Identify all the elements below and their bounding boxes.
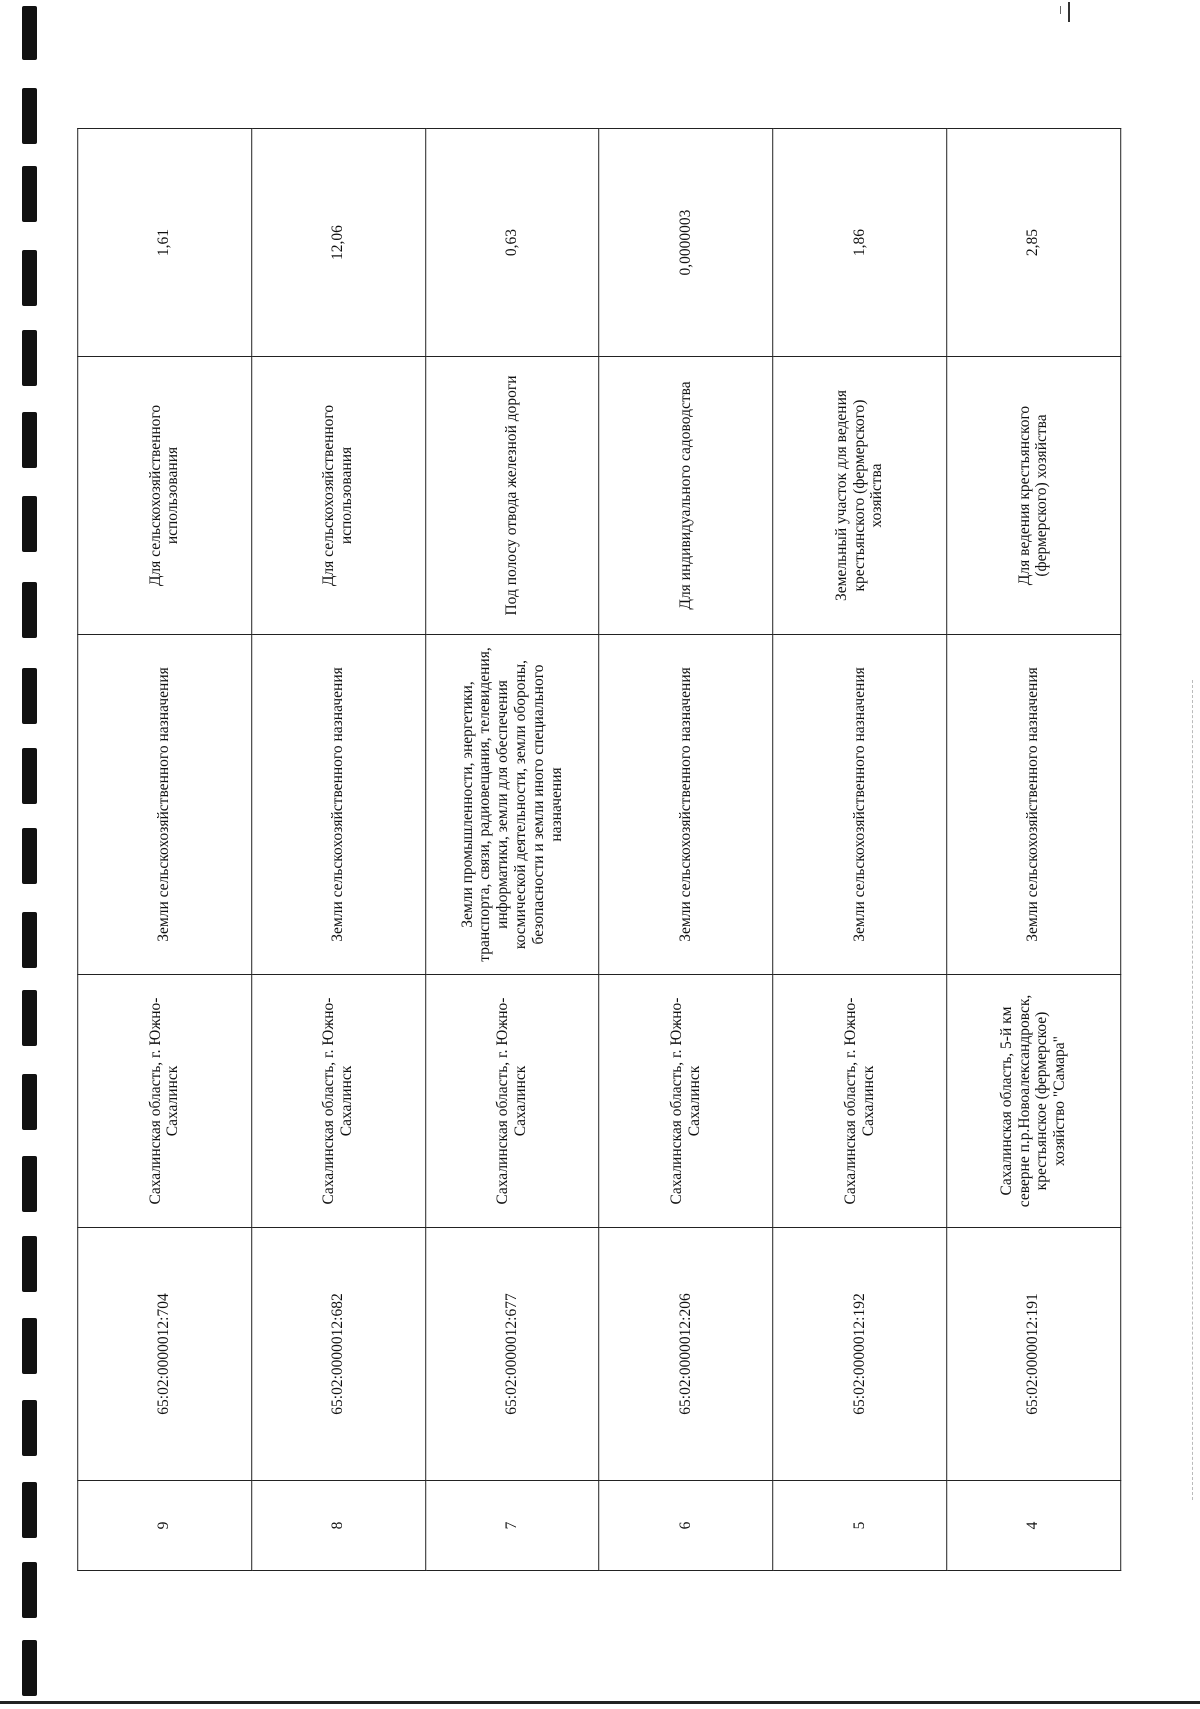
permitted-use: Для сельскохозяйственного использования — [252, 357, 426, 635]
permitted-use: Под полосу отвода железной дороги — [425, 357, 599, 635]
binding-mark — [22, 88, 37, 144]
address: Сахалинская область, г. Южно-Сахалинск — [773, 975, 947, 1228]
row-number: 6 — [599, 1481, 773, 1571]
permitted-use: Земельный участок для ведения крестьянского (фермерского) хозяйства — [773, 357, 947, 635]
area: 0,0000003 — [599, 129, 773, 357]
table-row — [773, 129, 947, 1571]
land-category: Земли сельскохозяйственного назначения — [78, 635, 252, 975]
binding-mark — [22, 1318, 37, 1374]
table-row — [78, 129, 252, 1571]
binding-mark — [22, 912, 37, 968]
binding-mark — [22, 1482, 37, 1538]
address: Сахалинская область, г. Южно-Сахалинск — [78, 975, 252, 1228]
address: Сахалинская область, г. Южно-Сахалинск — [425, 975, 599, 1228]
land-category: Земли сельскохозяйственного назначения — [947, 635, 1121, 975]
row-number: 9 — [78, 1481, 252, 1571]
cadastral-number: 65:02:0000012:704 — [78, 1228, 252, 1481]
binding-mark — [22, 6, 37, 60]
binding-marks — [0, 0, 60, 1709]
area: 2,85 — [947, 129, 1121, 357]
table-row — [252, 129, 426, 1571]
row-number: 4 — [947, 1481, 1121, 1571]
binding-mark — [22, 166, 37, 222]
binding-mark — [22, 990, 37, 1046]
scan-mark — [1068, 2, 1070, 22]
permitted-use: Для сельскохозяйственного использования — [78, 357, 252, 635]
scan-mark — [1060, 6, 1061, 14]
table-row — [947, 129, 1121, 1571]
binding-mark — [22, 496, 37, 552]
area: 1,86 — [773, 129, 947, 357]
rotated-table-frame — [78, 128, 1121, 1570]
address: Сахалинская область, г. Южно-Сахалинск — [599, 975, 773, 1228]
binding-mark — [22, 330, 37, 386]
binding-mark — [22, 1640, 37, 1696]
permitted-use: Для индивидуального садоводства — [599, 357, 773, 635]
area: 12,06 — [252, 129, 426, 357]
binding-mark — [22, 412, 37, 468]
binding-mark — [22, 828, 37, 884]
land-category: Земли сельскохозяйственного назначения — [599, 635, 773, 975]
land-category: Земли сельскохозяйственного назначения — [252, 635, 426, 975]
binding-mark — [22, 668, 37, 724]
table-row — [599, 129, 773, 1571]
address: Сахалинская область, 5-й км северне п.р.Новоалександровск, крестьянское (фермерское) хозяйство "Самара" — [947, 975, 1121, 1228]
row-number: 5 — [773, 1481, 947, 1571]
binding-mark — [22, 1156, 37, 1212]
cadastral-number: 65:02:0000012:206 — [599, 1228, 773, 1481]
row-number: 8 — [252, 1481, 426, 1571]
land-plots-table — [77, 128, 1121, 1571]
row-number: 7 — [425, 1481, 599, 1571]
cadastral-number: 65:02:0000012:682 — [252, 1228, 426, 1481]
land-category: Земли сельскохозяйственного назначения — [773, 635, 947, 975]
cadastral-number: 65:02:0000012:192 — [773, 1228, 947, 1481]
table-row — [425, 129, 599, 1571]
binding-mark — [22, 1400, 37, 1456]
permitted-use: Для ведения крестьянского (фермерского) хозяйства — [947, 357, 1121, 635]
area: 0,63 — [425, 129, 599, 357]
scan-edge-line — [1192, 680, 1194, 1500]
binding-mark — [22, 1074, 37, 1130]
binding-mark — [22, 1236, 37, 1292]
cadastral-number: 65:02:0000012:677 — [425, 1228, 599, 1481]
address: Сахалинская область, г. Южно-Сахалинск — [252, 975, 426, 1228]
binding-mark — [22, 1562, 37, 1618]
binding-mark — [22, 250, 37, 306]
land-category: Земли промышленности, энергетики, транспорта, связи, радиовещания, телевидения, информатики, земли для обеспечения космической деятельности, земли обороны, безопасности и земли иного специального назначения — [425, 635, 599, 975]
page-bottom-edge — [0, 1701, 1200, 1704]
cadastral-number: 65:02:0000012:191 — [947, 1228, 1121, 1481]
binding-mark — [22, 748, 37, 804]
area: 1,61 — [78, 129, 252, 357]
binding-mark — [22, 582, 37, 638]
